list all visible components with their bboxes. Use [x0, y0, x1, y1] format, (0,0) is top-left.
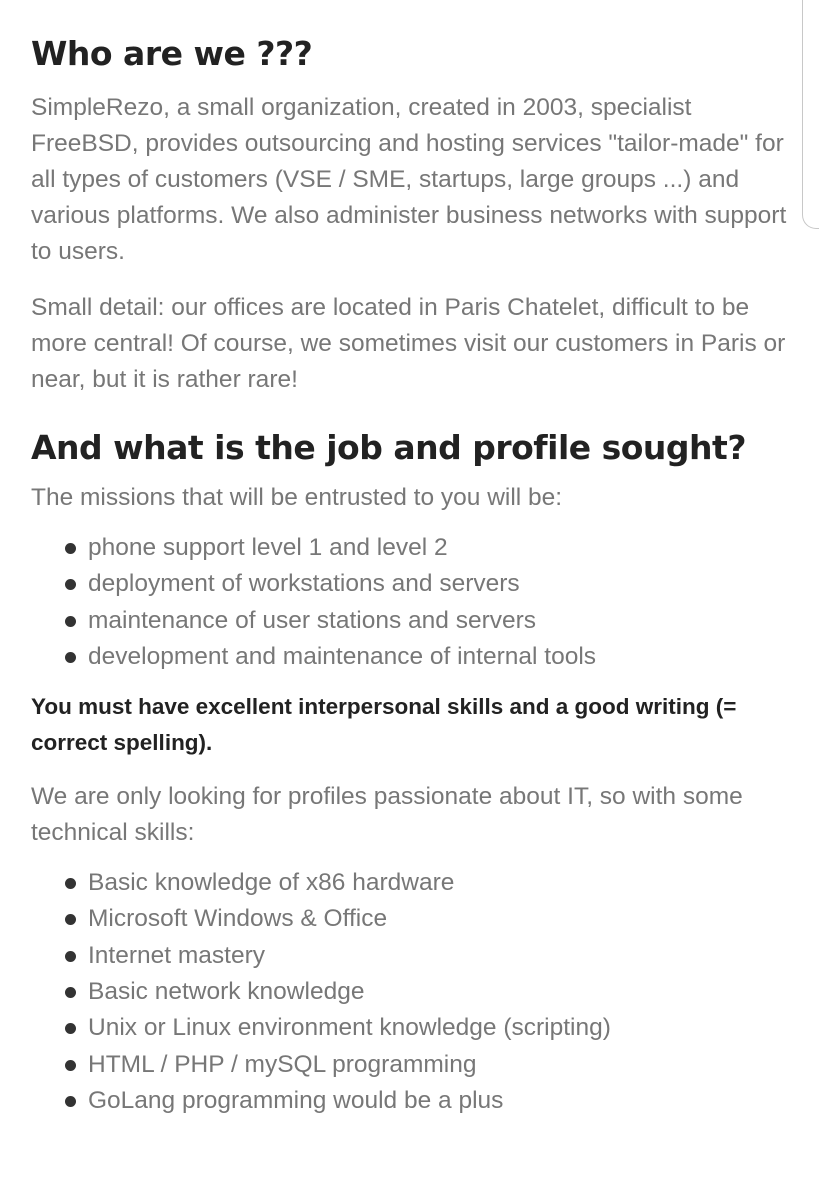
- list-item: [88, 603, 801, 639]
- missions-list: [31, 530, 801, 675]
- bullet-icon: [65, 951, 76, 962]
- bullet-icon: [65, 652, 76, 663]
- bullet-icon: [65, 1096, 76, 1107]
- list-item: [88, 1083, 801, 1119]
- office-detail-paragraph: Small detail: our offices are located in Paris Chatelet, difficult to be more central! Of course, we sometimes visit our customers in Paris or near, but it is rather rare!: [31, 294, 786, 393]
- skill-text: Basic knowledge of x86 hardware: [88, 869, 455, 897]
- skill-text: Basic network knowledge: [88, 978, 365, 1006]
- skill-text: Microsoft Windows & Office: [88, 905, 388, 933]
- heading-job-profile: And what is the job and profile sought?: [31, 428, 746, 467]
- bullet-icon: [65, 914, 76, 925]
- bullet-icon: [65, 579, 76, 590]
- list-item: [88, 901, 801, 937]
- list-item: [88, 1010, 801, 1046]
- list-item: [88, 566, 801, 602]
- list-item: [88, 1047, 801, 1083]
- mission-text: maintenance of user stations and servers: [88, 606, 537, 634]
- skills-list: [31, 865, 801, 1119]
- list-item: [88, 865, 801, 901]
- requirement-statement: You must have excellent interpersonal skills and a good writing (= correct spelling).: [31, 694, 737, 756]
- heading-who-are-we: Who are we ???: [31, 34, 313, 73]
- bullet-icon: [65, 543, 76, 554]
- mission-text: development and maintenance of internal tools: [88, 642, 597, 670]
- mission-text: phone support level 1 and level 2: [88, 534, 448, 561]
- skill-text: GoLang programming would be a plus: [88, 1086, 504, 1114]
- skill-text: Unix or Linux environment knowledge (scripting): [88, 1014, 611, 1042]
- list-item: [88, 639, 801, 675]
- bullet-icon: [65, 987, 76, 998]
- scrollbar[interactable]: [802, 0, 819, 229]
- bullet-icon: [65, 878, 76, 889]
- list-item: [88, 974, 801, 1010]
- bullet-icon: [65, 616, 76, 627]
- bullet-icon: [65, 1060, 76, 1071]
- article-content: [31, 30, 801, 1119]
- skill-text: Internet mastery: [88, 941, 266, 969]
- list-item: [88, 938, 801, 974]
- profiles-intro: We are only looking for profiles passionate about IT, so with some technical skills:: [31, 783, 743, 847]
- intro-paragraph: SimpleRezo, a small organization, created in 2003, specialist FreeBSD, provides outsourcing and hosting services "tailor-made" for all types of customers (VSE / SME, startups, large groups ...) and various platforms. We also administer business networks with support to users.: [31, 94, 787, 265]
- bullet-icon: [65, 1023, 76, 1034]
- missions-intro: The missions that will be entrusted to you will be:: [31, 484, 563, 511]
- mission-text: deployment of workstations and servers: [88, 570, 520, 598]
- list-item: [88, 530, 801, 566]
- skill-text: HTML / PHP / mySQL programming: [88, 1050, 477, 1078]
